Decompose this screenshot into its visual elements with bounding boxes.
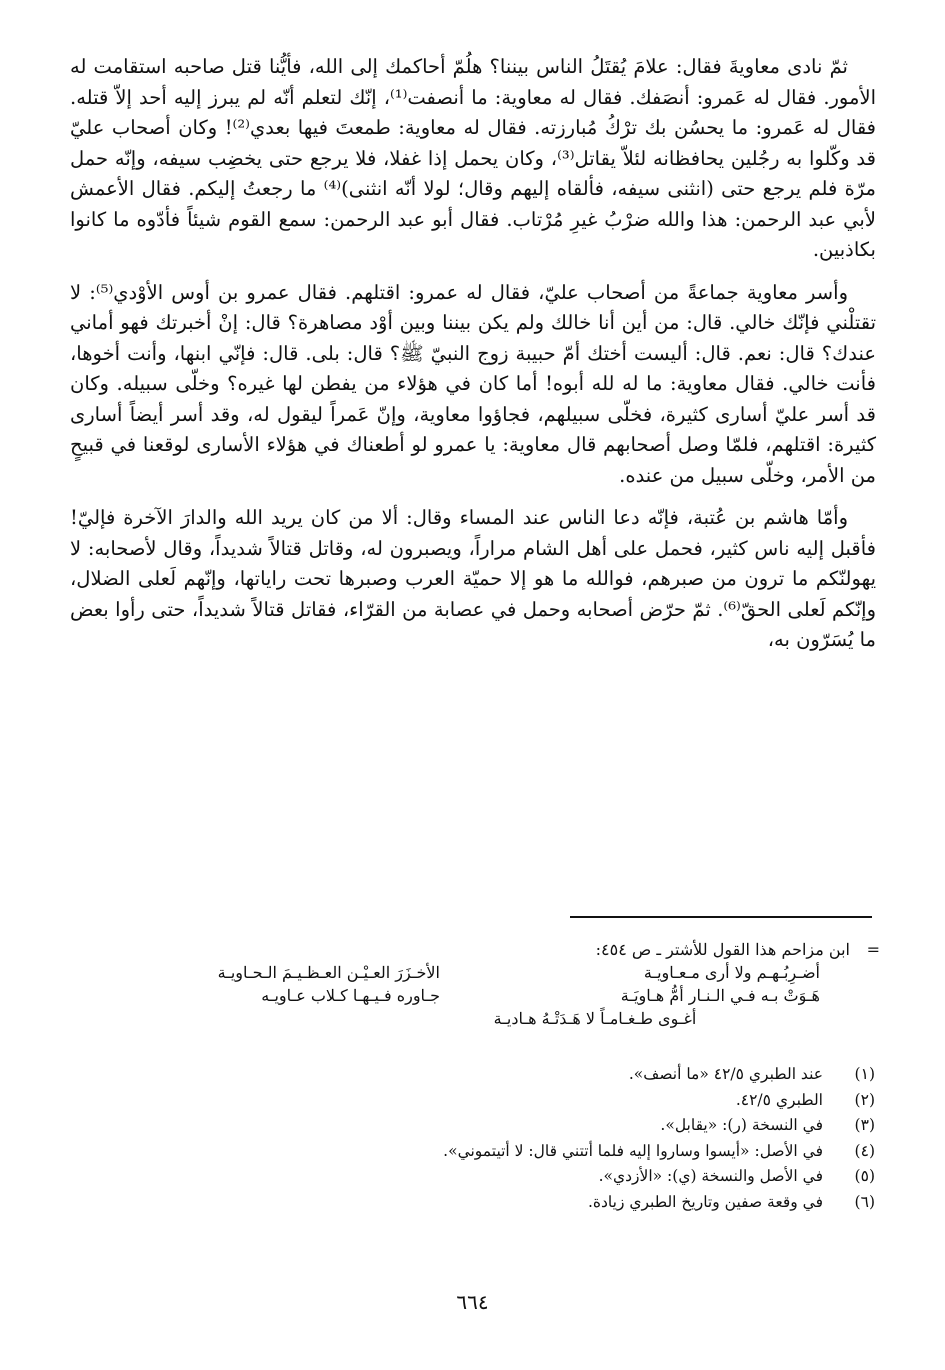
footnote-number: (٥) [854,1167,875,1185]
footnote-number: (٤) [854,1141,875,1160]
page-number: ٦٦٤ [456,1290,489,1314]
footnote-text: الطبري ٤٢/٥. [735,1090,823,1109]
footnote [115,1113,875,1139]
footnote-text: في الأصل: «أيسوا وساروا إليه فلما أتتني قال: لا أتيتموني». [443,1141,823,1160]
poem-last-line: أغـوى طـغـامـاً لا هَـدَتْـهُ هـاديـة [493,1009,697,1028]
footnote-poem [150,938,880,1030]
poem-couplet [150,984,880,1007]
footnote [115,1088,875,1114]
footnote [115,1139,875,1165]
poem-couplet [150,961,880,984]
footnote-text: عند الطبري ٤٢/٥ «ما أنصف». [628,1065,823,1083]
hemistich: جـاوره فـيـهـا كـلاب عـاويـه [261,986,440,1005]
footnote-text: في الأصل والنسخة (ي): «الأزدي». [598,1167,823,1185]
footnotes [115,1062,875,1215]
footnote-text: في النسخة (ر): «يقابل». [660,1116,823,1134]
footnote-separator [570,916,872,918]
main-text [70,52,876,668]
paragraph-2: وأسر معاوية جماعةً من أصحاب عليّ، فقال له عمرو: اقتلهم. فقال عمرو بن أوس الأوْدي⁽⁵⁾: لا تقتلْني فإنّك خالي. قال: من أين أنا خالك ولم يكن بيننا وبين أوْد مصاهرة؟ قال: إنْ أخبرتك فهو أماني عندك؟ قال: نعم. قال: أليست أختك أمّ حبيبة زوج النبيّ ﷺ؟ قال: بلى. قال: فإنّي ابنها، وأنت أخوها، فأنت خالي. فقال معاوية: ما له لله أبوه! أما كان في هؤلاء من يفطن لها غيره؟ وخلّى سبيله. وكان قد أسر عليّ أسارى كثيرة، فخلّى سبيلهم، فجاؤوا معاوية، وإنّ عَمراً ليقول له، وقد أسر أيضاً أسارى كثيرة: اقتلهم، فلمّا وصل أصحابهم قال معاوية: يا عمرو لو أطعناك في هؤلاء الأسارى لوقعنا في قبيحٍ من الأمر، وخلّى سبيل من عنده. [70,280,876,487]
continuation-marker: = [866,940,880,959]
hemistich: أضـرِبُـهـم ولا أرى مـعـاويـة [643,963,820,982]
footnote-number: (٦) [854,1192,875,1211]
footnote [115,1062,875,1088]
footnote-number: (٢) [854,1090,875,1109]
footnote [115,1190,875,1216]
hemistich: هَـوَتْ بـه فـي الـنـار أمُّ هـاويَـة [620,986,820,1005]
footnote-number: (١) [854,1065,875,1083]
hemistich: الأخـزَرَ العـيْـن العـظـيـمَ الـحـاويـة [217,963,440,982]
footnote [115,1164,875,1190]
paragraph-1: ثمّ نادى معاويةَ فقال: علامَ يُقتَلُ الناس بيننا؟ هلُمّ أحاكمك إلى الله، فأيُّنا قتل صاحبه استقامت له الأمور. فقال له عَمرو: أنصَفك. فقال له معاوية: ما أنصفت⁽¹⁾، إنّك لتعلم أنّه لم يبرز إليه أحد إلاّ قتله. فقال له عَمرو: ما يحسُن بك ترْكُ مُبارزته. فقال له معاوية: طمعتَ فيها بعدي⁽²⁾! وكان أصحاب عليّ قد وكّلوا به رجُلين يحافظانه لئلاّ يقاتل⁽³⁾، وكان يحمل إذا غفلا، فلا يرجع حتى يخضِب سيفه، وإنّه حمل مرّة فلم يرجع حتى (انثنى سيفه، فألقاه إليهم وقال؛ لولا أنّه انثنى)⁽⁴⁾ ما رجعتُ إليكم. فقال الأعمش لأبي عبد الرحمن: هذا والله ضرْبُ غيرِ مُرْتاب. فقال أبو عبد الرحمن: سمع القوم شيئاً فأدّوه ما كانوا بكاذبين. [70,55,876,261]
footnote-text: في وقعة صفين وتاريخ الطبري زيادة. [587,1192,823,1211]
footnote-number: (٣) [854,1116,875,1134]
paragraph-3: وأمّا هاشم بن عُتبة، فإنّه دعا الناس عند المساء وقال: ألا من كان يريد الله والدارَ الآخرة فإليّ! فأقبل إليه ناس كثير، فحمل على أهل الشام مراراً، ويصبرون له، وقاتل قتالاً شديداً، وقال لأصحابه: لا يهولنّكم ما ترون من صبرهم، فوالله ما هو إلا حميّة العرب وصبرها تحت راياتها، وإنّهم لَعلى الضلال، وإنّكم لَعلى الحقّ⁽⁶⁾. ثمّ حرّض أصحابه وحمل في عصابة من القرّاء، فقاتل قتالاً شديداً، حتى رأوا بعض ما يُسَرّون به، [70,506,876,651]
poem-intro: ابن مزاحم هذا القول للأشتر ـ ص ٤٥٤: [595,940,850,959]
